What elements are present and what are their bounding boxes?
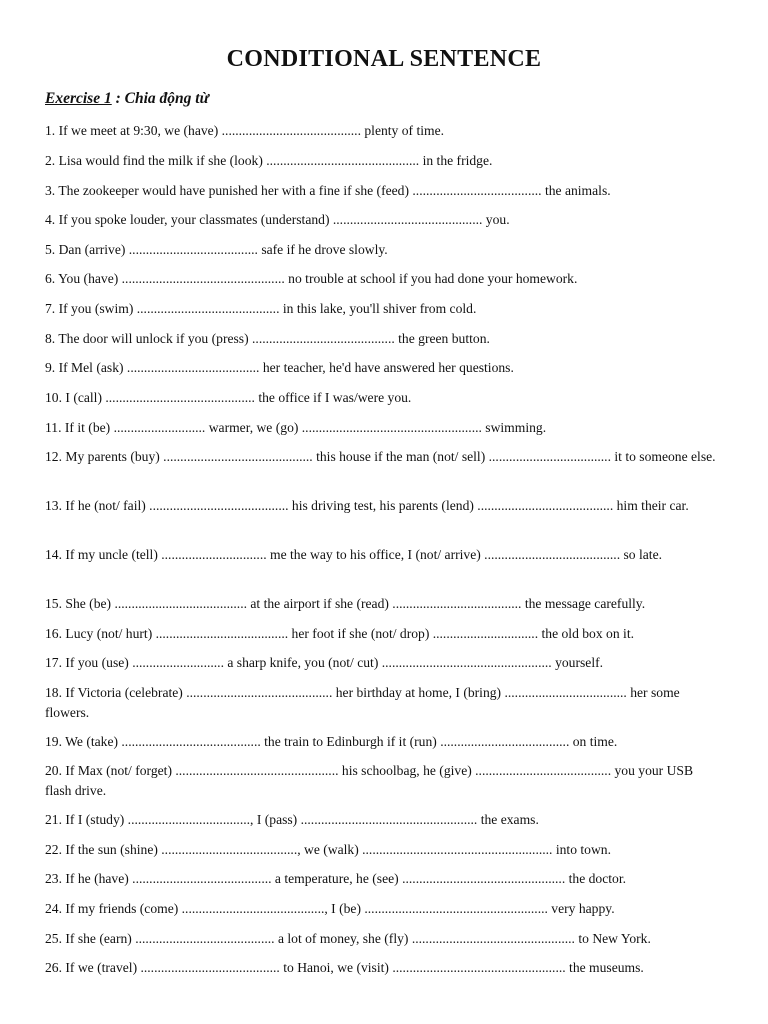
exercise-item-16: 16. Lucy (not/ hurt) ....................................... her foot if she (not/ drop) ............................... the old box on it. bbox=[45, 626, 634, 641]
exercise-item-19: 19. We (take) ......................................... the train to Edinburgh if it (run) ...................................... on time. bbox=[45, 734, 618, 749]
exercise-item-13: 13. If he (not/ fail) ......................................... his driving test, his parents (lend) ........................................ him their car. bbox=[45, 498, 689, 513]
exercise-item-11: 11. If it (be) ........................... warmer, we (go) ..................................................... swimming. bbox=[45, 420, 547, 435]
exercise-item-8: 8. The door will unlock if you (press) .......................................... the green button. bbox=[45, 331, 490, 346]
exercise-item-18: 18. If Victoria (celebrate) ........................................... her birthday at home, I (bring) .................................... her some flowers. bbox=[45, 685, 680, 720]
exercise-instruction: Chia động từ bbox=[124, 90, 209, 107]
exercise-item-25: 25. If she (earn) ......................................... a lot of money, she (fly) ................................................ to New York. bbox=[45, 931, 651, 946]
page-title: CONDITIONAL SENTENCE bbox=[226, 46, 542, 72]
exercise-item-14: 14. If my uncle (tell) ............................... me the way to his office, I (not/ arrive) ........................................ so late. bbox=[45, 547, 663, 562]
exercise-item-20: 20. If Max (not/ forget) ................................................ his schoolbag, he (give) ........................................ you your USB flash drive. bbox=[45, 763, 694, 798]
exercise-item-3: 3. The zookeeper would have punished her with a fine if she (feed) ...................................... the animals. bbox=[45, 183, 611, 198]
exercise-item-23: 23. If he (have) ......................................... a temperature, he (see) ................................................ the doctor. bbox=[45, 871, 626, 886]
exercise-item-9: 9. If Mel (ask) ....................................... her teacher, he'd have answered her questions. bbox=[45, 360, 514, 375]
exercise-item-24: 24. If my friends (come) .........................................., I (be) ...................................................... very happy. bbox=[45, 901, 615, 916]
exercise-item-22: 22. If the sun (shine) ........................................, we (walk) ........................................................ into town. bbox=[45, 842, 611, 857]
exercise-item-12: 12. My parents (buy) ............................................ this house if the man (not/ sell) .................................... it to someone else. bbox=[45, 449, 716, 464]
exercise-item-17: 17. If you (use) ........................... a sharp knife, you (not/ cut) .................................................. yourself. bbox=[45, 655, 604, 670]
exercise-item-7: 7. If you (swim) .......................................... in this lake, you'll shiver from cold. bbox=[45, 301, 477, 316]
exercise-item-15: 15. She (be) ....................................... at the airport if she (read) ...................................... the message carefully. bbox=[45, 596, 646, 611]
exercise-item-4: 4. If you spoke louder, your classmates (understand) ............................................ you. bbox=[45, 212, 510, 227]
exercise-item-6: 6. You (have) ................................................ no trouble at school if you had done your homework. bbox=[45, 271, 578, 286]
exercise-item-5: 5. Dan (arrive) ...................................... safe if he drove slowly. bbox=[45, 242, 388, 257]
exercise-item-2: 2. Lisa would find the milk if she (look) ............................................. in the fridge. bbox=[45, 153, 493, 168]
exercise-separator: : bbox=[111, 90, 125, 107]
exercise-item-26: 26. If we (travel) ......................................... to Hanoi, we (visit) ................................................... the museums. bbox=[45, 960, 644, 975]
exercise-item-10: 10. I (call) ............................................ the office if I was/were you. bbox=[45, 390, 412, 405]
exercise-item-21: 21. If I (study) ...................................., I (pass) .................................................... the exams. bbox=[45, 812, 539, 827]
exercise-number: Exercise 1 bbox=[45, 90, 112, 107]
exercise-heading bbox=[45, 90, 209, 108]
exercise-item-1: 1. If we meet at 9:30, we (have) ......................................... plenty of time. bbox=[45, 123, 445, 138]
